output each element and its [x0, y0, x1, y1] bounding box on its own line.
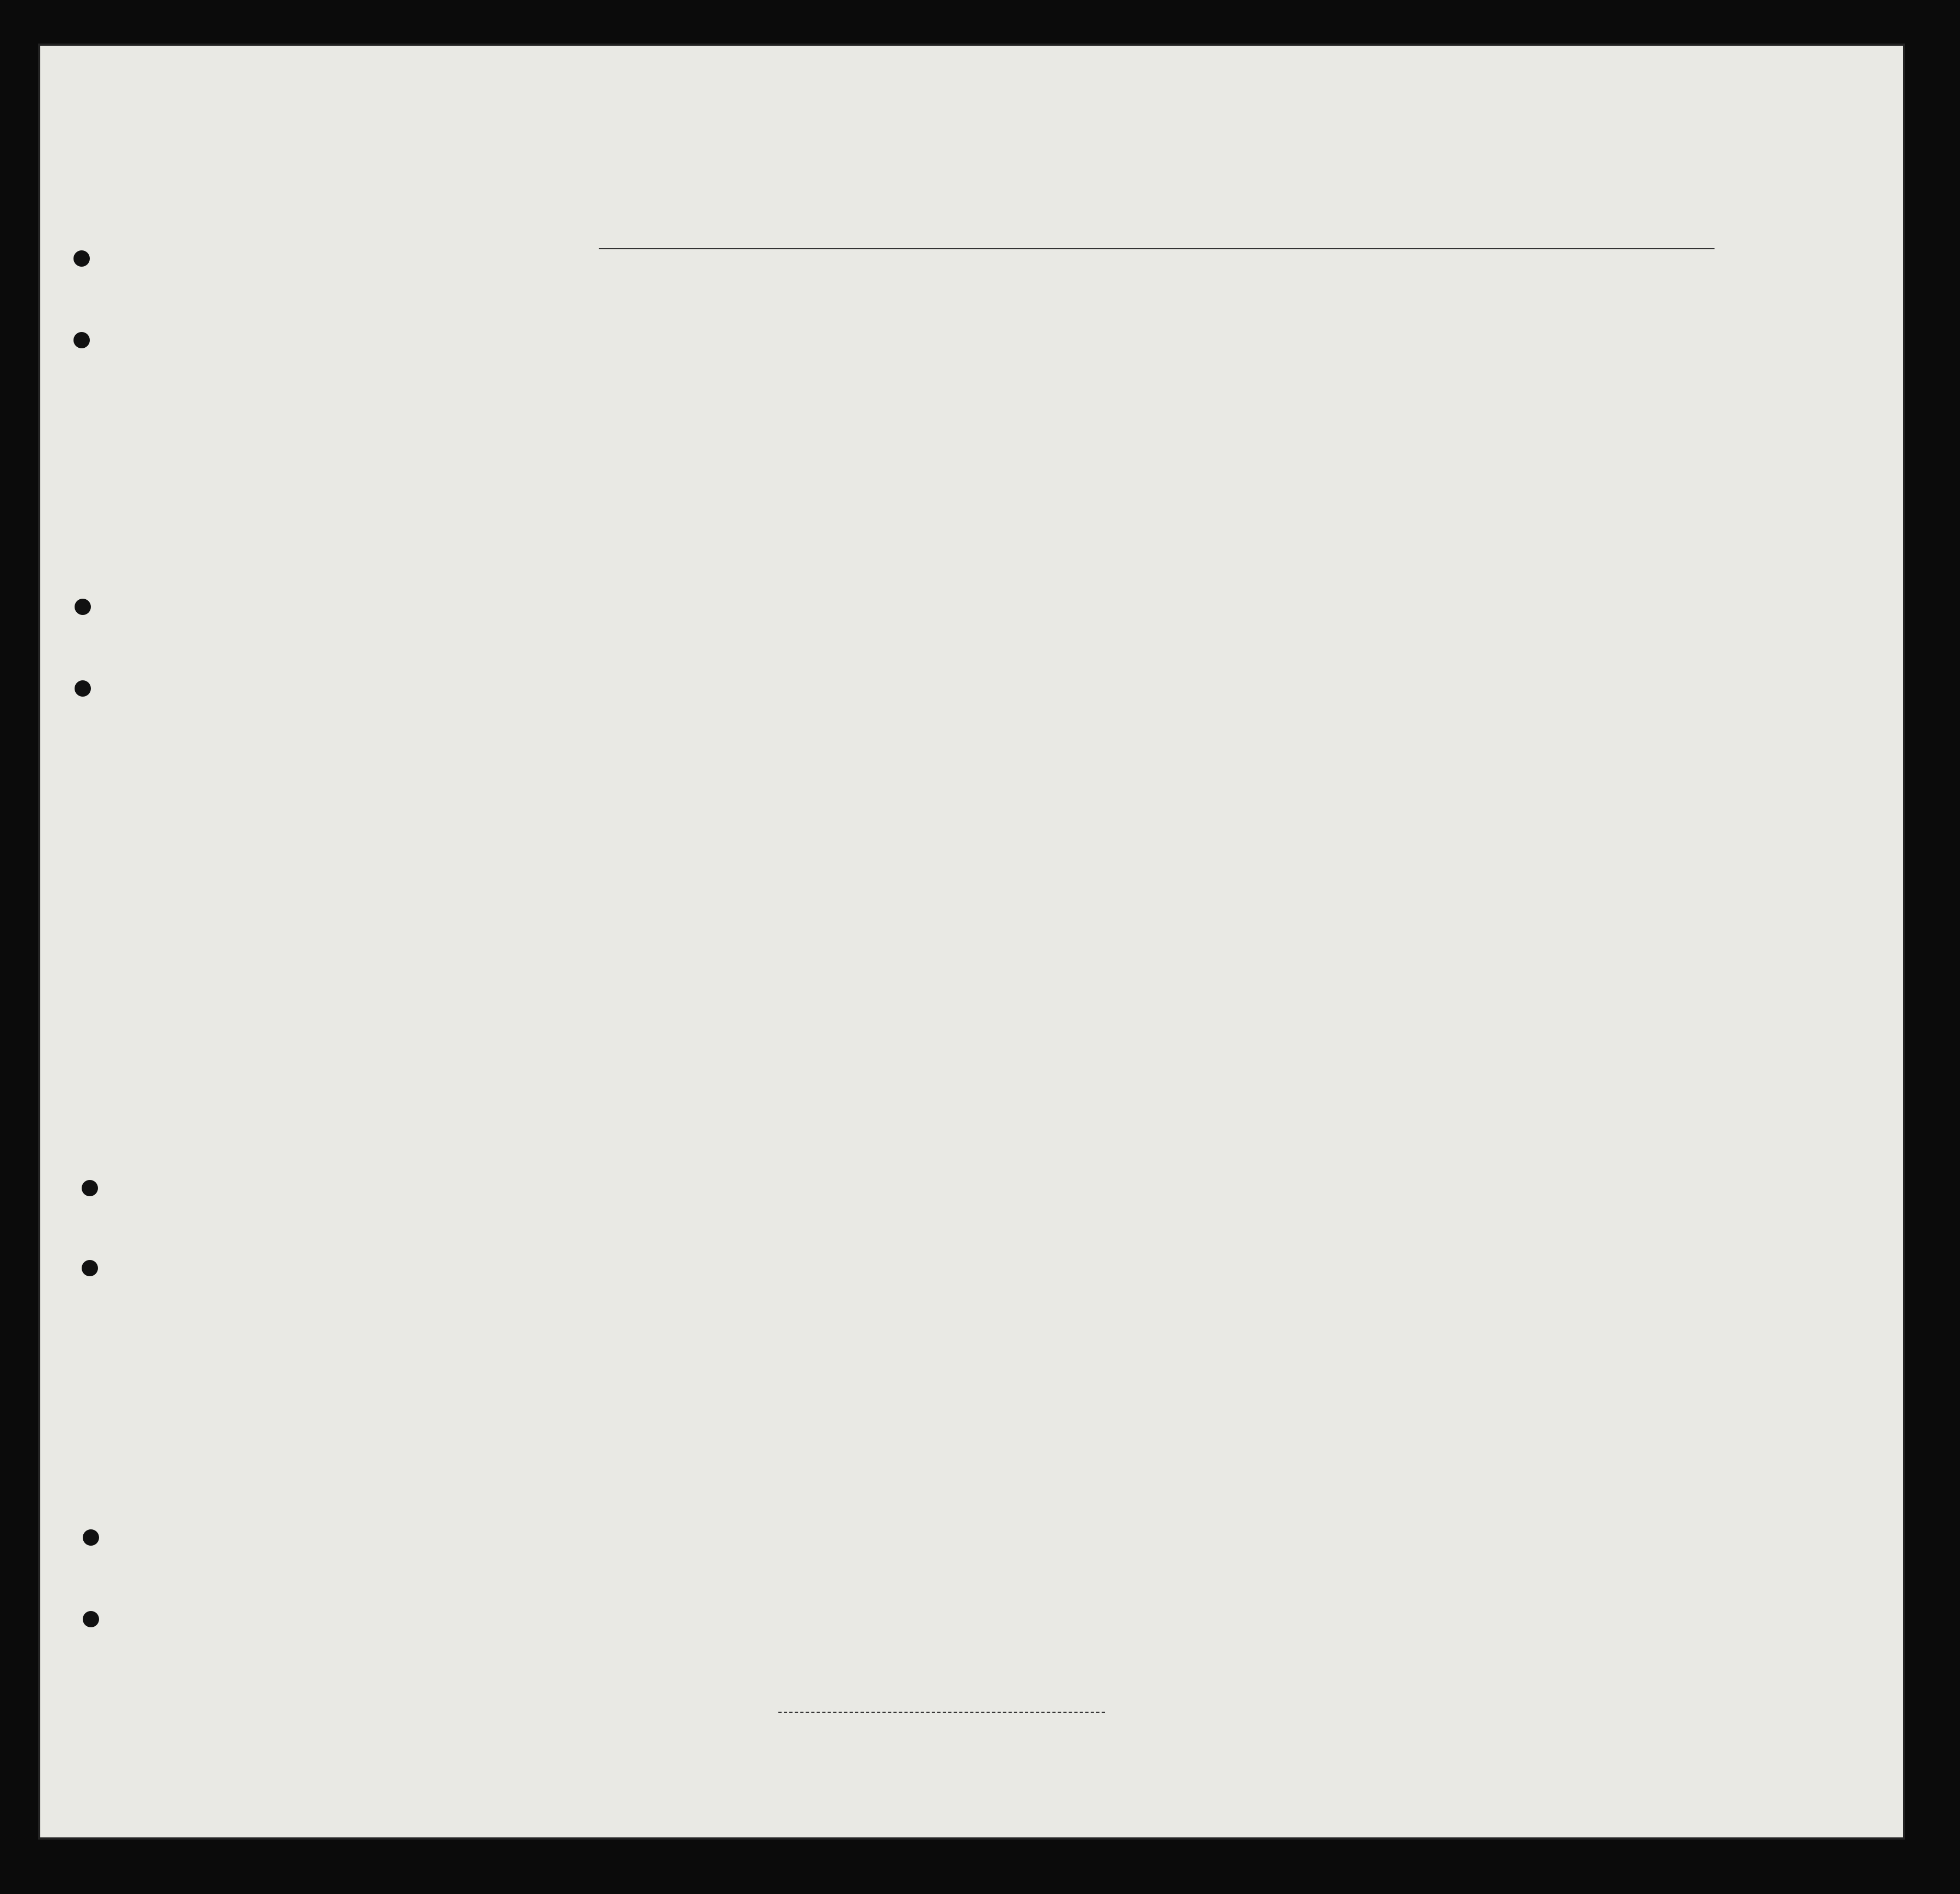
- col14-header: [1402, 269, 1451, 294]
- punch-hole: [75, 599, 91, 615]
- col6-header: [789, 269, 953, 275]
- col17-header: [1754, 269, 1876, 275]
- punch-hole: [83, 1611, 99, 1627]
- col3-header: [212, 269, 577, 275]
- punch-hole: [75, 680, 91, 697]
- punch-hole: [82, 1180, 98, 1196]
- col15-header: [1459, 269, 1568, 286]
- manifest-sheet: [38, 44, 1905, 1840]
- col12-header: [1246, 269, 1344, 294]
- col5-header: [675, 269, 784, 275]
- punch-hole: [83, 1529, 99, 1546]
- col13-header: [1347, 269, 1396, 294]
- punch-hole: [82, 1260, 98, 1276]
- col11-header: [1148, 269, 1257, 294]
- col10-header: [1105, 269, 1138, 294]
- vessel-line: [0, 0, 1960, 261]
- punch-hole: [73, 332, 90, 348]
- col9-header: [1064, 269, 1097, 294]
